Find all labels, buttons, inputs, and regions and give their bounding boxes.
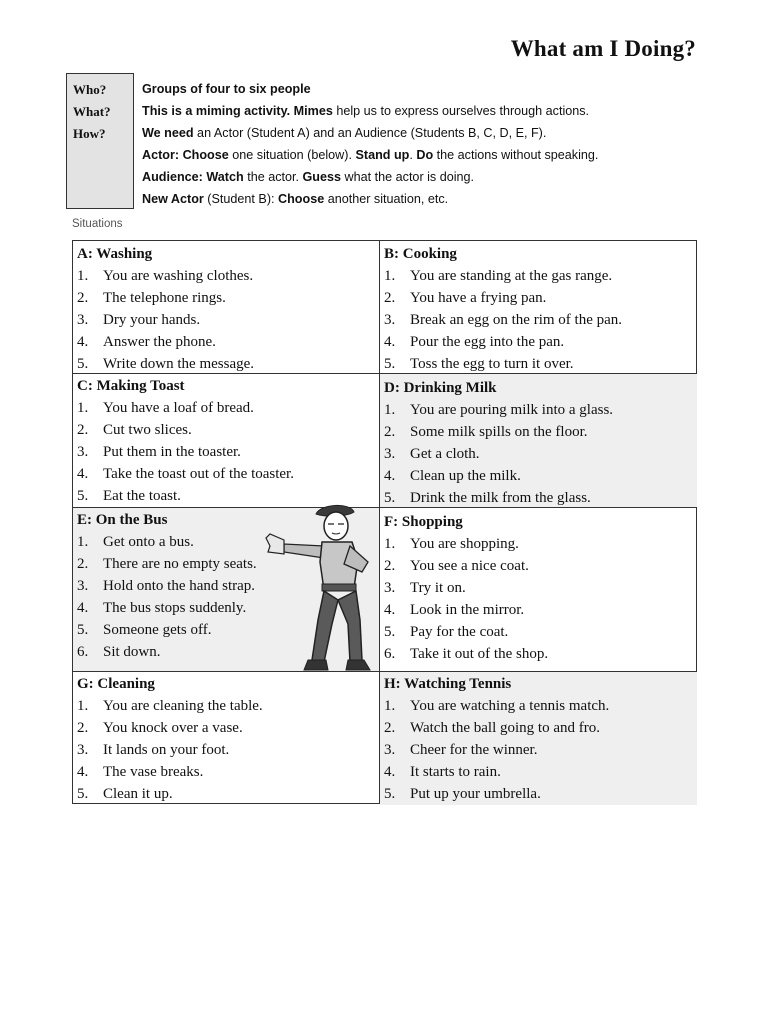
- step-item: [384, 643, 697, 665]
- step-text: Answer the phone.: [103, 334, 216, 350]
- step-item: [384, 399, 697, 421]
- step-item: [77, 309, 379, 331]
- step-text: You are washing clothes.: [103, 268, 254, 284]
- step-number: 1.: [77, 268, 89, 284]
- step-item: [77, 353, 379, 375]
- step-text: Look in the mirror.: [410, 602, 525, 618]
- step-item: [384, 717, 697, 739]
- situation-cell: [380, 374, 697, 507]
- step-text: You are watching a tennis match.: [410, 698, 610, 714]
- instruction-bold: Mimes: [293, 104, 333, 118]
- step-number: 5.: [77, 786, 89, 802]
- situation-heading: E: On the Bus: [77, 512, 168, 528]
- step-text: Clean it up.: [103, 786, 173, 802]
- step-item: [384, 287, 697, 309]
- what-label: What?: [73, 104, 111, 119]
- step-item: [77, 441, 379, 463]
- step-number: 1.: [384, 402, 396, 418]
- step-number: 2.: [384, 558, 396, 574]
- step-number: 5.: [77, 488, 89, 504]
- step-number: 4.: [77, 764, 89, 780]
- instruction-line: [142, 144, 702, 166]
- step-text: There are no empty seats.: [103, 556, 257, 572]
- step-item: [384, 695, 697, 717]
- situation-heading: C: Making Toast: [77, 378, 185, 394]
- step-number: 1.: [77, 400, 89, 416]
- situation-steps: [77, 265, 379, 375]
- step-text: The telephone rings.: [103, 290, 226, 306]
- instruction-line: [142, 78, 702, 100]
- situation-steps: [384, 695, 697, 805]
- step-item: [384, 465, 697, 487]
- instruction-bold: We need: [142, 126, 194, 140]
- situation-steps: [77, 695, 379, 805]
- instruction-bold: Choose: [278, 192, 325, 206]
- step-item: [384, 265, 697, 287]
- instruction-line: [142, 100, 702, 122]
- step-number: 2.: [384, 720, 396, 736]
- step-text: You have a frying pan.: [410, 290, 547, 306]
- instruction-bold: Do: [416, 148, 434, 162]
- instruction-text: another situation, etc.: [324, 192, 449, 206]
- step-number: 2.: [384, 424, 396, 440]
- step-number: 3.: [384, 312, 396, 328]
- step-text: Write down the message.: [103, 356, 255, 372]
- step-number: 2.: [77, 556, 89, 572]
- step-item: [384, 487, 697, 509]
- step-item: [384, 783, 697, 805]
- step-number: 3.: [77, 742, 89, 758]
- step-number: 5.: [77, 622, 89, 638]
- instruction-line: [142, 122, 702, 144]
- step-number: 6.: [384, 646, 396, 662]
- situation-cell: [380, 672, 697, 805]
- step-number: 3.: [384, 742, 396, 758]
- situation-cell: [380, 242, 697, 373]
- step-number: 5.: [384, 490, 396, 506]
- step-item: [384, 739, 697, 761]
- step-item: [77, 717, 379, 739]
- step-text: You are pouring milk into a glass.: [410, 402, 614, 418]
- step-text: Break an egg on the rim of the pan.: [410, 312, 623, 328]
- step-text: Try it on.: [410, 580, 466, 596]
- step-item: [77, 331, 379, 353]
- step-item: [77, 463, 379, 485]
- situation-heading: G: Cleaning: [77, 676, 155, 692]
- step-item: [384, 761, 697, 783]
- situations-label: Situations: [72, 218, 123, 230]
- step-item: [384, 353, 697, 375]
- instruction-bold: Guess: [302, 170, 342, 184]
- step-item: [384, 599, 697, 621]
- step-text: You are cleaning the table.: [103, 698, 263, 714]
- step-item: [77, 265, 379, 287]
- step-text: Put up your umbrella.: [410, 786, 541, 802]
- step-number: 2.: [77, 720, 89, 736]
- step-number: 2.: [77, 422, 89, 438]
- step-number: 5.: [384, 624, 396, 640]
- step-number: 4.: [384, 334, 396, 350]
- step-number: 3.: [77, 312, 89, 328]
- step-text: You knock over a vase.: [103, 720, 243, 736]
- instruction-line: [142, 188, 702, 210]
- situation-heading: A: Washing: [77, 246, 153, 262]
- step-text: The vase breaks.: [103, 764, 204, 780]
- instruction-text: one situation (below).: [228, 148, 356, 162]
- situation-heading: B: Cooking: [384, 246, 457, 262]
- instruction-bold: New Actor: [142, 192, 204, 206]
- step-item: [77, 739, 379, 761]
- step-text: Get a cloth.: [410, 446, 480, 462]
- instruction-bold: This is a miming activity.: [142, 104, 291, 118]
- step-text: Cheer for the winner.: [410, 742, 538, 758]
- step-number: 1.: [384, 268, 396, 284]
- step-number: 4.: [384, 602, 396, 618]
- step-number: 4.: [384, 764, 396, 780]
- step-number: 3.: [384, 446, 396, 462]
- step-text: Pour the egg into the pan.: [410, 334, 565, 350]
- step-number: 1.: [384, 698, 396, 714]
- step-item: [384, 421, 697, 443]
- situation-heading: F: Shopping: [384, 514, 463, 530]
- situation-cell: [73, 672, 379, 805]
- situation-cell: [73, 242, 379, 373]
- step-text: Hold onto the hand strap.: [103, 578, 256, 594]
- step-number: 4.: [77, 466, 89, 482]
- instruction-bold: Audience: Watch: [142, 170, 244, 184]
- step-number: 5.: [384, 786, 396, 802]
- step-number: 1.: [384, 536, 396, 552]
- step-number: 5.: [77, 356, 89, 372]
- step-text: You see a nice coat.: [410, 558, 529, 574]
- step-text: Clean up the milk.: [410, 468, 521, 484]
- step-text: Sit down.: [103, 644, 161, 660]
- step-text: It starts to rain.: [410, 764, 501, 780]
- step-text: Take the toast out of the toaster.: [103, 466, 294, 482]
- step-item: [77, 783, 379, 805]
- step-number: 1.: [77, 534, 89, 550]
- step-text: Eat the toast.: [103, 488, 181, 504]
- instruction-text: the actor.: [243, 170, 303, 184]
- situation-steps: [384, 265, 697, 375]
- step-number: 6.: [77, 644, 89, 660]
- instruction-text: (Student B):: [203, 192, 279, 206]
- step-text: Watch the ball going to and fro.: [410, 720, 600, 736]
- instructions: [142, 78, 702, 210]
- step-number: 3.: [77, 578, 89, 594]
- step-item: [77, 761, 379, 783]
- step-text: Pay for the coat.: [410, 624, 509, 640]
- step-text: Some milk spills on the floor.: [410, 424, 588, 440]
- step-number: 3.: [384, 580, 396, 596]
- step-item: [384, 331, 697, 353]
- how-label: How?: [73, 126, 106, 141]
- info-label-box: [66, 73, 134, 209]
- instruction-text: .: [409, 148, 417, 162]
- instruction-bold: Stand up: [355, 148, 410, 162]
- step-item: [77, 419, 379, 441]
- step-number: 4.: [77, 334, 89, 350]
- situation-steps: [77, 397, 379, 507]
- mime-figure-icon: [258, 500, 390, 680]
- step-item: [384, 443, 697, 465]
- step-text: It lands on your foot.: [103, 742, 230, 758]
- step-text: Dry your hands.: [103, 312, 201, 328]
- step-number: 4.: [384, 468, 396, 484]
- step-text: Drink the milk from the glass.: [410, 490, 591, 506]
- step-text: Put them in the toaster.: [103, 444, 241, 460]
- situation-steps: [384, 399, 697, 509]
- situation-cell: [73, 374, 379, 507]
- step-number: 3.: [77, 444, 89, 460]
- step-text: You are shopping.: [410, 536, 519, 552]
- situation-steps: [384, 533, 697, 665]
- step-item: [384, 555, 697, 577]
- step-number: 5.: [384, 356, 396, 372]
- step-text: Take it out of the shop.: [410, 646, 549, 662]
- step-text: Get onto a bus.: [103, 534, 194, 550]
- step-item: [384, 621, 697, 643]
- situation-heading: H: Watching Tennis: [384, 676, 512, 692]
- step-text: Toss the egg to turn it over.: [410, 356, 574, 372]
- step-text: You are standing at the gas range.: [410, 268, 613, 284]
- situation-cell: [380, 508, 697, 671]
- step-item: [77, 397, 379, 419]
- step-item: [384, 577, 697, 599]
- instruction-text: the actions without speaking.: [433, 148, 599, 162]
- instruction-line: [142, 166, 702, 188]
- instruction-bold: Groups of four to six people: [142, 82, 311, 96]
- step-text: The bus stops suddenly.: [103, 600, 247, 616]
- step-number: 4.: [77, 600, 89, 616]
- step-number: 2.: [384, 290, 396, 306]
- situation-heading: D: Drinking Milk: [384, 380, 497, 396]
- step-number: 2.: [77, 290, 89, 306]
- step-text: Someone gets off.: [103, 622, 212, 638]
- step-text: You have a loaf of bread.: [103, 400, 254, 416]
- page-title: What am I Doing?: [510, 36, 696, 61]
- step-item: [77, 695, 379, 717]
- instruction-text: an Actor (Student A) and an Audience (Students B, C, D, E, F).: [193, 126, 547, 140]
- instruction-bold: Actor: Choose: [142, 148, 229, 162]
- step-text: Cut two slices.: [103, 422, 192, 438]
- who-label: Who?: [73, 82, 107, 97]
- step-number: 1.: [77, 698, 89, 714]
- instruction-text: what the actor is doing.: [341, 170, 475, 184]
- step-item: [384, 309, 697, 331]
- step-item: [77, 287, 379, 309]
- instruction-text: help us to express ourselves through actions.: [332, 104, 590, 118]
- step-item: [384, 533, 697, 555]
